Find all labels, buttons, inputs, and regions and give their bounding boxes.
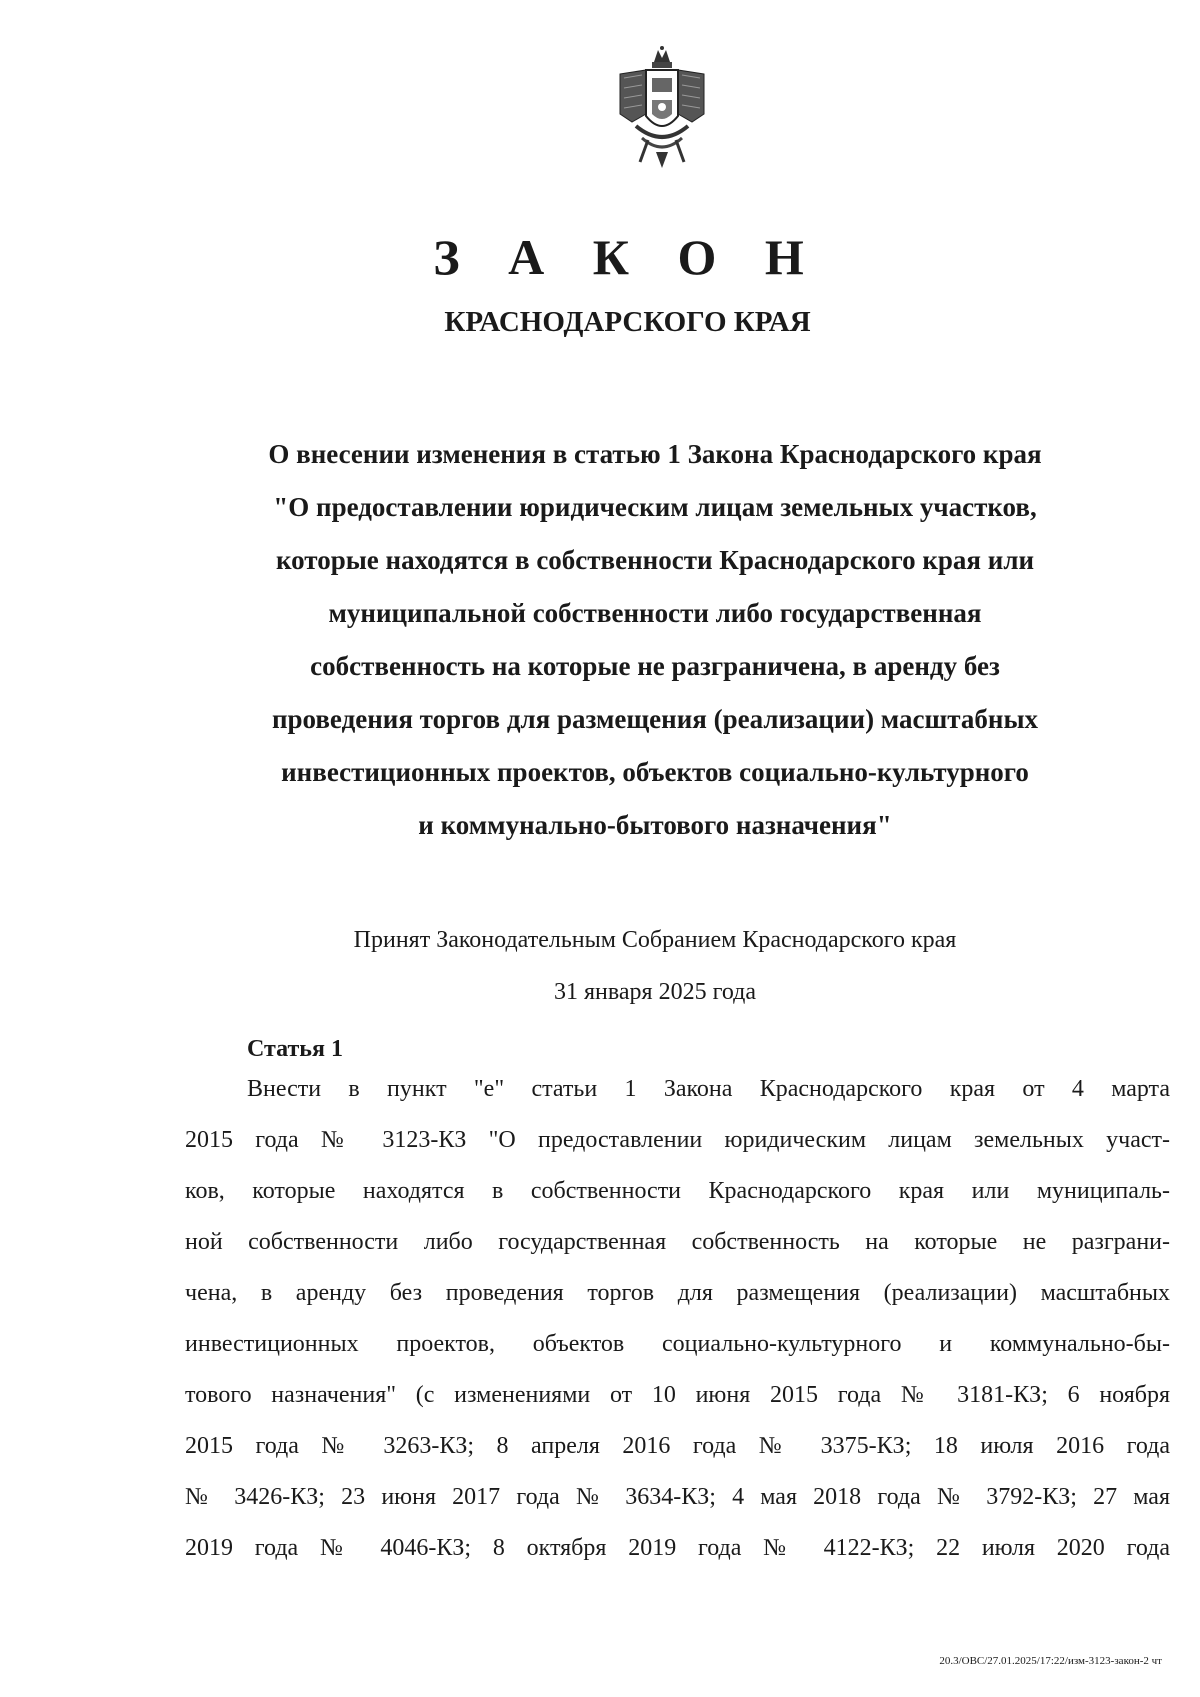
article-heading: Статья 1 — [247, 1036, 343, 1062]
article-line: 2015 года № 3123-КЗ "О предоставлении юридическим лицам земельных участ- — [185, 1127, 1170, 1153]
coat-of-arms-icon — [612, 44, 712, 172]
article-line: 2015 года № 3263-КЗ; 8 апреля 2016 года № 3375-КЗ; 18 июля 2016 года — [185, 1433, 1170, 1459]
subject-line: инвестиционных проектов, объектов социально-культурного — [281, 757, 1029, 787]
subject-line: собственность на которые не разграничена, в аренду без — [310, 651, 1000, 681]
adopted-by: Принят Законодательным Собранием Краснодарского края — [353, 927, 957, 953]
article-line: 2019 года № 4046-КЗ; 8 октября 2019 года № 4122-КЗ; 22 июля 2020 года — [185, 1535, 1170, 1561]
subject-line: "О предоставлении юридическим лицам земельных участков, — [273, 492, 1037, 522]
article-line: ков, которые находятся в собственности Краснодарского края или муниципаль- — [185, 1178, 1170, 1204]
article-line: № 3426-КЗ; 23 июня 2017 года № 3634-КЗ; 4 мая 2018 года № 3792-КЗ; 27 мая — [185, 1484, 1170, 1510]
article-line: инвестиционных проектов, объектов социально-культурного и коммунально-бы- — [185, 1331, 1170, 1357]
article-line: Внести в пункт "е" статьи 1 Закона Краснодарского края от 4 марта — [247, 1076, 1170, 1102]
law-subject — [150, 428, 1160, 852]
law-title: З А К О Н — [433, 229, 822, 285]
article-line: чена, в аренду без проведения торгов для размещения (реализации) масштабных — [185, 1280, 1170, 1306]
adopted-date: 31 января 2025 года — [553, 979, 756, 1005]
article-line: ной собственности либо государственная собственность на которые не разграни- — [185, 1229, 1170, 1255]
article-body — [185, 1064, 1170, 1574]
subject-line: муниципальной собственности либо государственная — [328, 598, 982, 628]
subject-line: и коммунально-бытового назначения" — [418, 810, 892, 840]
document-code: 20.3/ОВС/27.01.2025/17:22/изм-3123-закон-2 чт — [939, 1655, 1162, 1667]
subject-line: которые находятся в собственности Краснодарского края или — [275, 545, 1035, 575]
subject-line: проведения торгов для размещения (реализации) масштабных — [271, 704, 1039, 734]
adoption-info — [150, 914, 1160, 1018]
region-title: КРАСНОДАРСКОГО КРАЯ — [444, 306, 811, 338]
subject-line: О внесении изменения в статью 1 Закона Краснодарского края — [268, 439, 1042, 469]
article-line: тового назначения" (с изменениями от 10 июня 2015 года № 3181-КЗ; 6 ноября — [185, 1382, 1170, 1408]
